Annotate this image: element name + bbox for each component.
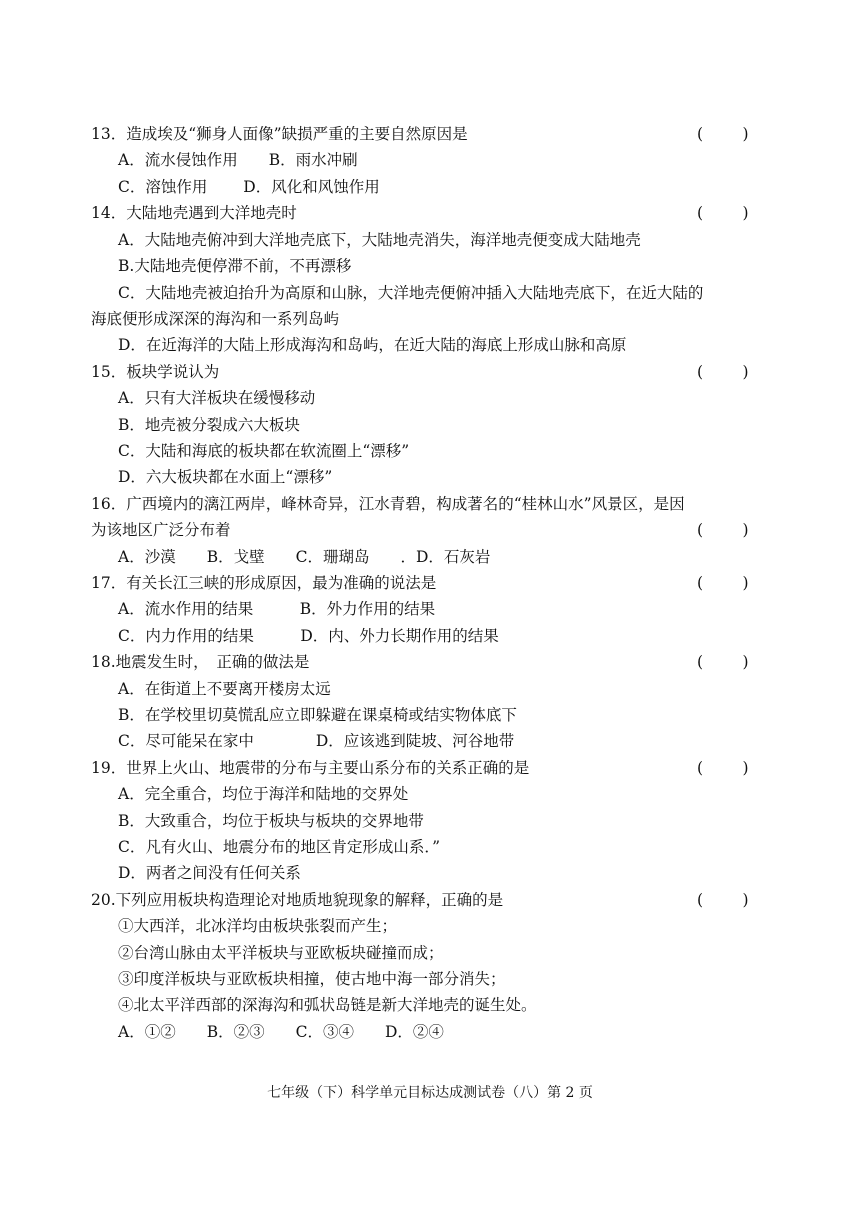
question-20-statement-4: ④北太平洋西部的深海沟和弧状岛链是新大洋地壳的诞生处。 bbox=[118, 996, 537, 1014]
question-15-option-d: D．六大板块都在水面上“漂移” bbox=[118, 468, 333, 486]
answer-blank-15[interactable]: ( ) bbox=[697, 363, 749, 381]
question-19-stem: 19．世界上火山、地震带的分布与主要山系分布的关系正确的是 bbox=[91, 759, 530, 777]
question-18-stem: 18.地震发生时， 正确的做法是 bbox=[91, 653, 310, 671]
answer-blank-17[interactable]: ( ) bbox=[697, 574, 749, 592]
answer-blank-14[interactable]: ( ) bbox=[697, 204, 749, 222]
question-17-option-ab: A．流水作用的结果 B．外力作用的结果 bbox=[118, 600, 436, 618]
question-20-statement-2: ②台湾山脉由太平洋板块与亚欧板块碰撞而成； bbox=[118, 944, 444, 962]
answer-blank-18[interactable]: ( ) bbox=[697, 653, 749, 671]
question-20-statement-1: ①大西洋，北冰洋均由板块张裂而产生； bbox=[118, 917, 398, 935]
answer-blank-19[interactable]: ( ) bbox=[697, 759, 749, 777]
question-14-option-c: C．大陆地壳被迫抬升为高原和山脉，大洋地壳便俯冲插入大陆地壳底下，在近大陆的 bbox=[118, 284, 704, 302]
answer-blank-16[interactable]: ( ) bbox=[697, 521, 749, 539]
question-20-stem: 20.下列应用板块构造理论对地质地貌现象的解释，正确的是 bbox=[91, 891, 504, 909]
question-16-options: A．沙漠 B．戈壁 C．珊瑚岛 ．D．石灰岩 bbox=[118, 548, 491, 566]
answer-blank-20[interactable]: ( ) bbox=[697, 891, 749, 909]
question-14-option-c-continued: 海底便形成深深的海沟和一系列岛屿 bbox=[91, 310, 340, 328]
question-15-option-b: B．地壳被分裂成六大板块 bbox=[118, 416, 300, 434]
question-19-option-c: C．凡有火山、地震分布的地区肯定形成山系．” bbox=[118, 838, 441, 856]
answer-blank-13[interactable]: ( ) bbox=[697, 125, 749, 143]
question-14-option-a: A．大陆地壳俯冲到大洋地壳底下，大陆地壳消失，海洋地壳便变成大陆地壳 bbox=[118, 231, 641, 249]
question-14-option-d: D．在近海洋的大陆上形成海沟和岛屿，在近大陆的海底上形成山脉和高原 bbox=[118, 336, 627, 354]
question-19-option-d: D．两者之间没有任何关系 bbox=[118, 864, 301, 882]
question-13-option-cd: C．溶蚀作用 D．风化和风蚀作用 bbox=[118, 178, 380, 196]
question-19-option-a: A．完全重合，均位于海洋和陆地的交界处 bbox=[118, 785, 409, 803]
question-18-option-a: A．在街道上不要离开楼房太远 bbox=[118, 680, 331, 698]
question-15-stem: 15．板块学说认为 bbox=[91, 363, 220, 381]
page-footer: 七年级（下）科学单元目标达成测试卷（八）第 2 页 bbox=[267, 1085, 593, 1101]
question-17-option-cd: C．内力作用的结果 D．内、外力长期作用的结果 bbox=[118, 627, 499, 645]
question-16-stem: 16．广西境内的漓江两岸，峰林奇异，江水青碧，构成著名的“桂林山水”风景区，是因 bbox=[91, 495, 685, 513]
question-19-option-b: B．大致重合，均位于板块与板块的交界地带 bbox=[118, 812, 424, 830]
question-16-stem-continued: 为该地区广泛分布着 bbox=[91, 521, 231, 539]
question-14-stem: 14．大陆地壳遇到大洋地壳时 bbox=[91, 204, 297, 222]
question-17-stem: 17．有关长江三峡的形成原因，最为准确的说法是 bbox=[91, 574, 437, 592]
question-15-option-c: C．大陆和海底的板块都在软流圈上“漂移” bbox=[118, 442, 410, 460]
question-18-option-b: B．在学校里切莫慌乱应立即躲避在课桌椅或结实物体底下 bbox=[118, 706, 517, 724]
question-13-stem: 13．造成埃及“狮身人面像”缺损严重的主要自然原因是 bbox=[91, 125, 468, 143]
question-14-option-b: B.大陆地壳便停滞不前，不再漂移 bbox=[118, 257, 352, 275]
question-15-option-a: A．只有大洋板块在缓慢移动 bbox=[118, 389, 316, 407]
question-20-statement-3: ③印度洋板块与亚欧板块相撞，使古地中海一部分消失； bbox=[118, 970, 506, 988]
question-18-option-cd: C．尽可能呆在家中 D．应该逃到陡坡、河谷地带 bbox=[118, 732, 515, 750]
question-13-option-ab: A．流水侵蚀作用 B．雨水冲刷 bbox=[118, 151, 358, 169]
question-20-options: A．①② B．②③ C．③④ D．②④ bbox=[118, 1023, 444, 1041]
